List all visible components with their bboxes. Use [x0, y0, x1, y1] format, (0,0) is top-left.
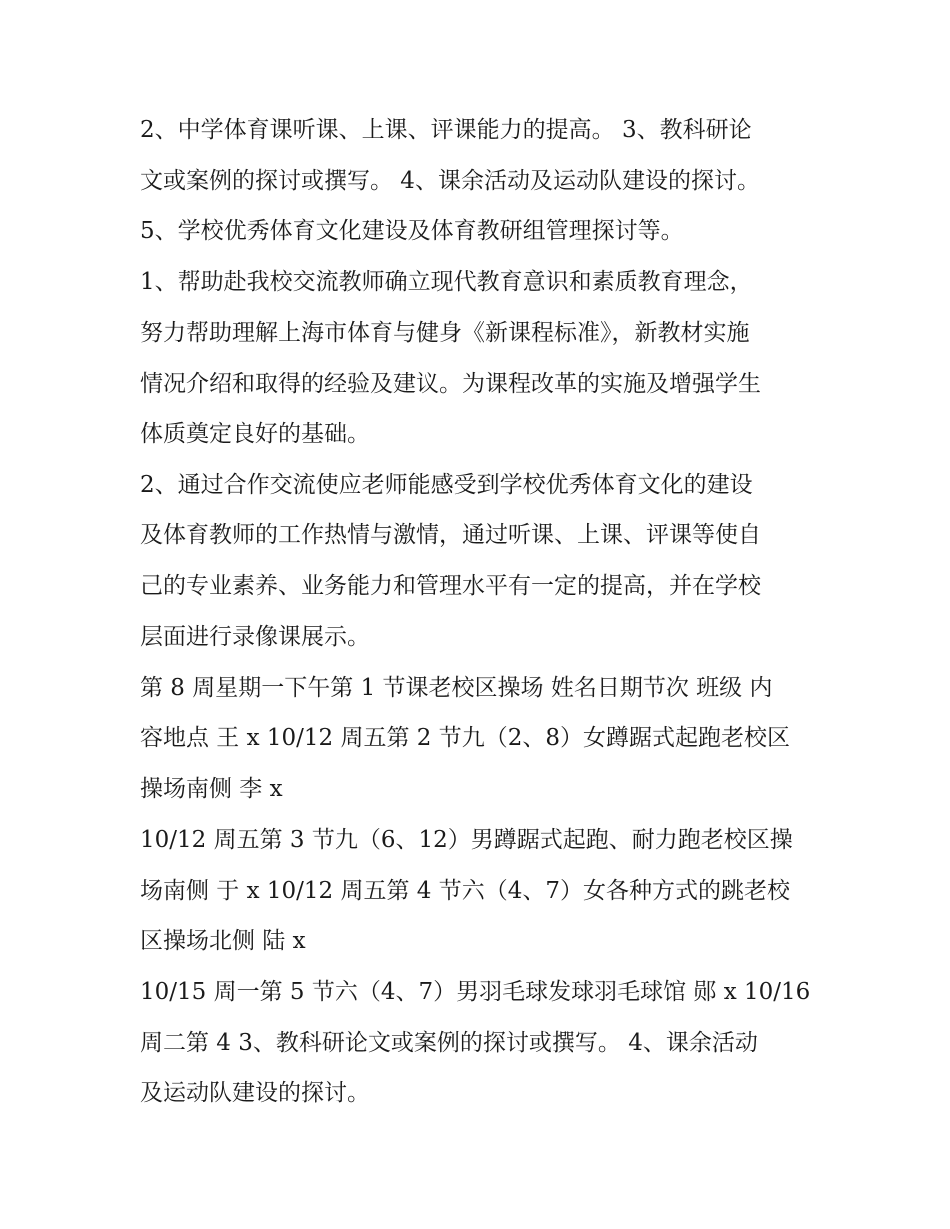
text-line-18: 10/15 周一第 5 节六（4、7）男羽毛球发球羽毛球馆 郧 x 10/16	[140, 979, 811, 1005]
text-line-20: 及运动队建设的探讨。	[140, 1080, 370, 1106]
text-line-5: 努力帮助理解上海市体育与健身《新课程标准》，新教材实施	[140, 320, 750, 346]
text-line-10: 己的专业素养、业务能力和管理水平有一定的提高，并在学校	[140, 573, 761, 599]
text-line-17: 区操场北侧 陆 x	[140, 928, 306, 954]
text-line-9: 及体育教师的工作热情与激情，通过听课、上课、评课等使自	[140, 522, 761, 548]
text-line-6: 情况介绍和取得的经验及建议。为课程改革的实施及增强学生	[140, 371, 761, 397]
text-line-8: 2、通过合作交流使应老师能感受到学校优秀体育文化的建设	[140, 472, 753, 498]
text-line-16: 场南侧 于 x 10/12 周五第 4 节六（4、7）女各种方式的跳老校	[140, 878, 791, 904]
text-line-1: 2、中学体育课听课、上课、评课能力的提高。 3、教科研论	[140, 117, 752, 143]
text-line-14: 操场南侧 李 x	[140, 776, 283, 802]
text-line-19: 周二第 4 3、教科研论文或案例的探讨或撰写。 4、课余活动	[140, 1030, 758, 1056]
text-line-3: 5、学校优秀体育文化建设及体育教研组管理探讨等。	[140, 218, 684, 244]
text-line-11: 层面进行录像课展示。	[140, 624, 370, 650]
text-line-15: 10/12 周五第 3 节九（6、12）男蹲踞式起跑、耐力跑老校区操	[140, 827, 793, 853]
text-line-4: 1、帮助赴我校交流教师确立现代教育意识和素质教育理念，	[140, 269, 753, 295]
text-line-12: 第 8 周星期一下午第 1 节课老校区操场 姓名日期节次 班级 内	[140, 675, 773, 701]
text-line-13: 容地点 王 x 10/12 周五第 2 节九（2、8）女蹲踞式起跑老校区	[140, 725, 791, 751]
text-line-7: 体质奠定良好的基础。	[140, 421, 370, 447]
text-line-2: 文或案例的探讨或撰写。 4、课余活动及运动队建设的探讨。	[140, 168, 760, 194]
